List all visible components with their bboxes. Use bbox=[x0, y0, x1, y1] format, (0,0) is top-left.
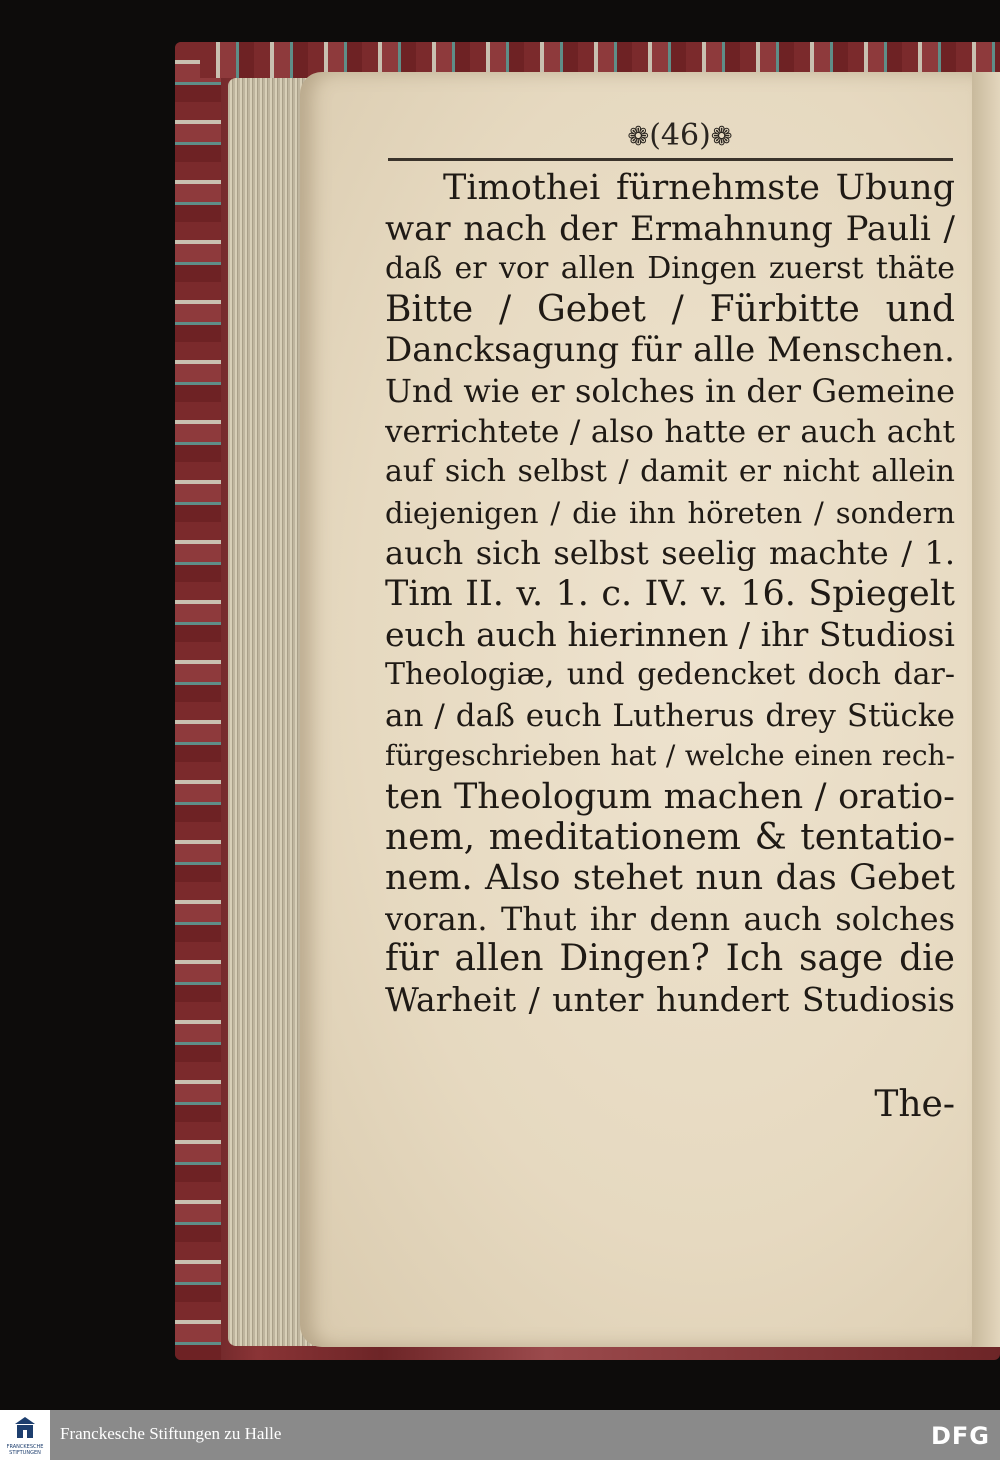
text-line: für allen Dingen? Ich sage die bbox=[385, 939, 955, 980]
text-line: an / daß euch Lutherus drey Stücke bbox=[385, 697, 955, 734]
left-ornament-icon: ❁ bbox=[627, 122, 650, 152]
text-line: euch auch hierinnen / ihr Studiosi bbox=[385, 614, 955, 654]
institution-name[interactable]: Franckesche Stiftungen zu Halle bbox=[60, 1424, 282, 1443]
catchword: The- bbox=[874, 1084, 955, 1125]
right-ornament-icon: ❁ bbox=[710, 122, 733, 152]
page-header bbox=[595, 118, 765, 158]
text-line: Theologiæ, und gedencket doch dar- bbox=[385, 657, 955, 693]
text-line: verrichtete / also hatte er auch acht bbox=[385, 413, 955, 450]
header-rule bbox=[388, 158, 953, 161]
text-line: ten Theologum machen / oratio- bbox=[385, 776, 955, 817]
dfg-logo[interactable]: DFG bbox=[930, 1422, 990, 1450]
text-line: nem, meditationem & tentatio- bbox=[385, 817, 955, 858]
text-line: nem. Also stehet nun das Gebet bbox=[385, 858, 955, 899]
text-line: war nach der Ermahnung Pauli / bbox=[385, 208, 955, 249]
text-line: voran. Thut ihr denn auch solches bbox=[385, 899, 955, 938]
page-right-edge bbox=[972, 72, 1000, 1347]
text-line: Warheit / unter hundert Studiosis bbox=[385, 979, 955, 1019]
page-number: (46) bbox=[649, 118, 711, 153]
text-line: diejenigen / die ihn höreten / sondern bbox=[385, 495, 955, 530]
logo-text: FRANCKESCHE STIFTUNGEN bbox=[6, 1444, 44, 1456]
building-icon bbox=[14, 1416, 36, 1440]
text-line: auch sich selbst seelig machte / 1. bbox=[385, 534, 955, 573]
text-line: daß er vor allen Dingen zuerst thäte bbox=[385, 251, 955, 287]
viewer-footer bbox=[0, 1410, 1000, 1460]
page-text bbox=[385, 168, 955, 1020]
institution-logo[interactable] bbox=[0, 1410, 50, 1460]
text-line: auf sich selbst / damit er nicht allein bbox=[385, 454, 955, 490]
text-line: Timothei fürnehmste Ubung bbox=[443, 168, 955, 208]
marbled-edge bbox=[175, 42, 221, 1360]
text-line: Tim II. v. 1. c. IV. v. 16. Spiegelt bbox=[385, 573, 955, 614]
text-line: Und wie er solches in der Gemeine bbox=[385, 371, 955, 410]
text-line: Bitte / Gebet / Fürbitte und bbox=[385, 289, 955, 330]
text-line: Dancksagung für alle Menschen. bbox=[385, 330, 955, 371]
text-line: fürgeschrieben hat / welche einen rech- bbox=[385, 739, 955, 773]
